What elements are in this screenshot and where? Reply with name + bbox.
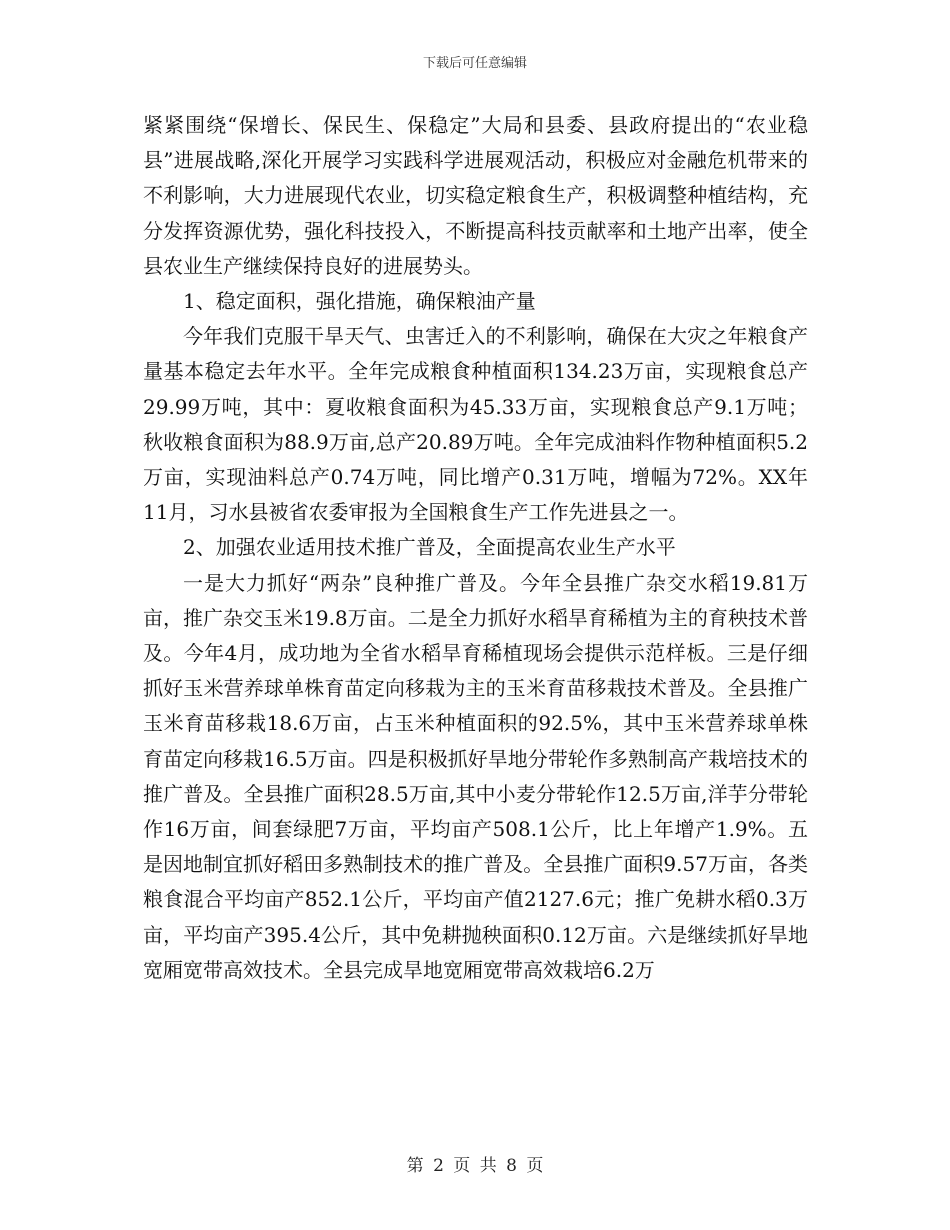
page-header: 下载后可任意编辑 bbox=[422, 56, 527, 71]
section-heading-2: 2、加强农业适用技术推广普及，全面提高农业生产水平 bbox=[183, 535, 676, 560]
page-number: 第 2 页 共 8 页 bbox=[406, 1156, 544, 1176]
paragraph-grain-output: 今年我们克服干旱天气、虫害迁入的不利影响，确保在大灾之年粮食产量基本稳定去年水平。全年完成粮食种植面积134.23万亩，实现粮食总产29.99万吨，其中：夏收粮食面积为45.33万亩，实现粮食总产9.1万吨；秋收粮食面积为88.9万亩,总产20.89万吨。全年完成油料作物种植面积5.2万亩，实现油料总产0.74万吨，同比增产0.31万吨，增幅为72%。XX年11月，习水县被省农委审报为全国粮食生产工作先进县之一。 bbox=[143, 324, 808, 525]
paragraph-tech-promotion: 一是大力抓好“两杂”良种推广普及。今年全县推广杂交水稻19.81万亩，推广杂交玉米19.8万亩。二是全力抓好水稻旱育稀植为主的育秧技术普及。今年4月，成功地为全省水稻旱育稀植现场会提供示范样板。三是仔细抓好玉米营养球单株育苗定向移栽为主的玉米育苗移栽技术普及。全县推广玉米育苗移栽18.6万亩，占玉米种植面积的92.5%，其中玉米营养球单株育苗定向移栽16.5万亩。四是积极抓好旱地分带轮作多熟制高产栽培技术的推广普及。全县推广面积28.5万亩,其中小麦分带轮作12.5万亩,洋芋分带轮作16万亩，间套绿肥7万亩，平均亩产508.1公斤，比上年增产1.9%。五是因地制宜抓好稻田多熟制技术的推广普及。全县推广面积9.57万亩，各类粮食混合平均亩产852.1公斤，平均亩产值2127.6元；推广免耕水稻0.3万亩，平均亩产395.4公斤，其中免耕抛秧面积0.12万亩。六是继续抓好旱地宽厢宽带高效技术。全县完成旱地宽厢宽带高效栽培6.2万 bbox=[143, 570, 808, 982]
section-heading-1: 1、稳定面积，强化措施，确保粮油产量 bbox=[183, 289, 536, 314]
document-body bbox=[143, 108, 808, 988]
paragraph-intro: 紧紧围绕“保增长、保民生、保稳定”大局和县委、县政府提出的“农业稳县”进展战略,深化开展学习实践科学进展观活动，积极应对金融危机带来的不利影响，大力进展现代农业，切实稳定粮食生产，积极调整种植结构，充分发挥资源优势，强化科技投入，不断提高科技贡献率和土地产出率，使全县农业生产继续保持良好的进展势头。 bbox=[143, 113, 808, 278]
